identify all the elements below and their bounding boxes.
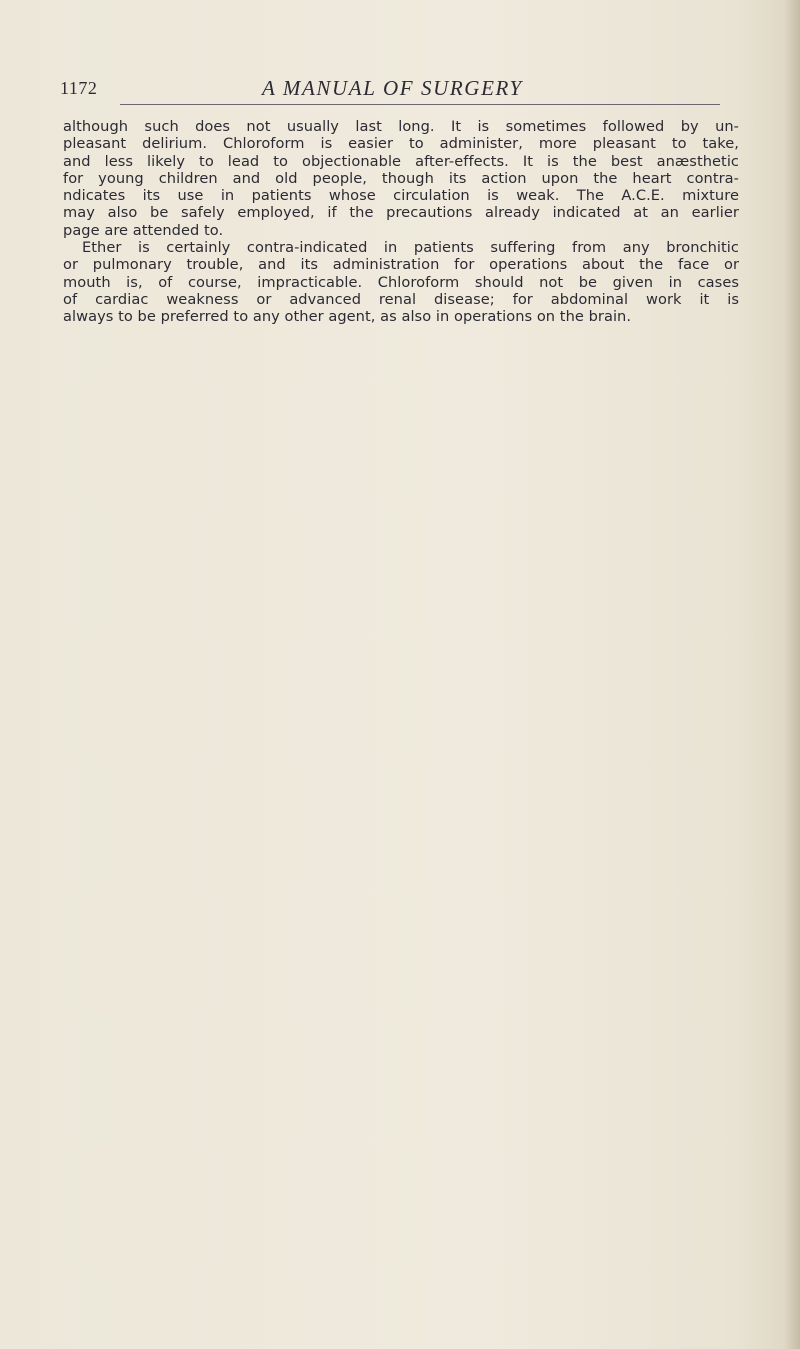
text-line: always to be preferred to any other agent, as also in operations on the brain. (63, 308, 632, 326)
paragraph-2 (63, 239, 739, 325)
running-head (60, 76, 720, 104)
body-text (63, 118, 739, 326)
text-line: mouth is, of course, impracticable. Chloroform should not be given in cases (63, 273, 739, 291)
page-number: 1172 (60, 78, 98, 98)
text-line: pleasant delirium. Chloroform is easier to administer, more pleasant to take, (63, 135, 739, 153)
header-rule (120, 104, 720, 105)
text-line: of cardiac weakness or advanced renal disease; for abdominal work it is (63, 290, 739, 308)
text-line: and less likely to lead to objectionable after-effects. It is the best anæsthetic (63, 152, 739, 170)
text-line: Ether is certainly contra-indicated in patients suffering from any bronchitic (82, 239, 739, 257)
text-line: page are attended to. (63, 221, 224, 239)
text-line: may also be safely employed, if the precautions already indicated at an earlier (63, 204, 739, 222)
text-line: for young children and old people, though its action upon the heart contra- (63, 169, 739, 187)
running-title: A MANUAL OF SURGERY (262, 76, 523, 100)
text-line: although such does not usually last long. It is sometimes followed by un- (63, 118, 739, 135)
text-line: ndicates its use in patients whose circulation is weak. The A.C.E. mixture (63, 187, 739, 205)
paragraph-1 (63, 118, 739, 239)
text-line: or pulmonary trouble, and its administration for operations about the face or (63, 256, 739, 274)
page-edge-shadow (784, 0, 800, 1349)
